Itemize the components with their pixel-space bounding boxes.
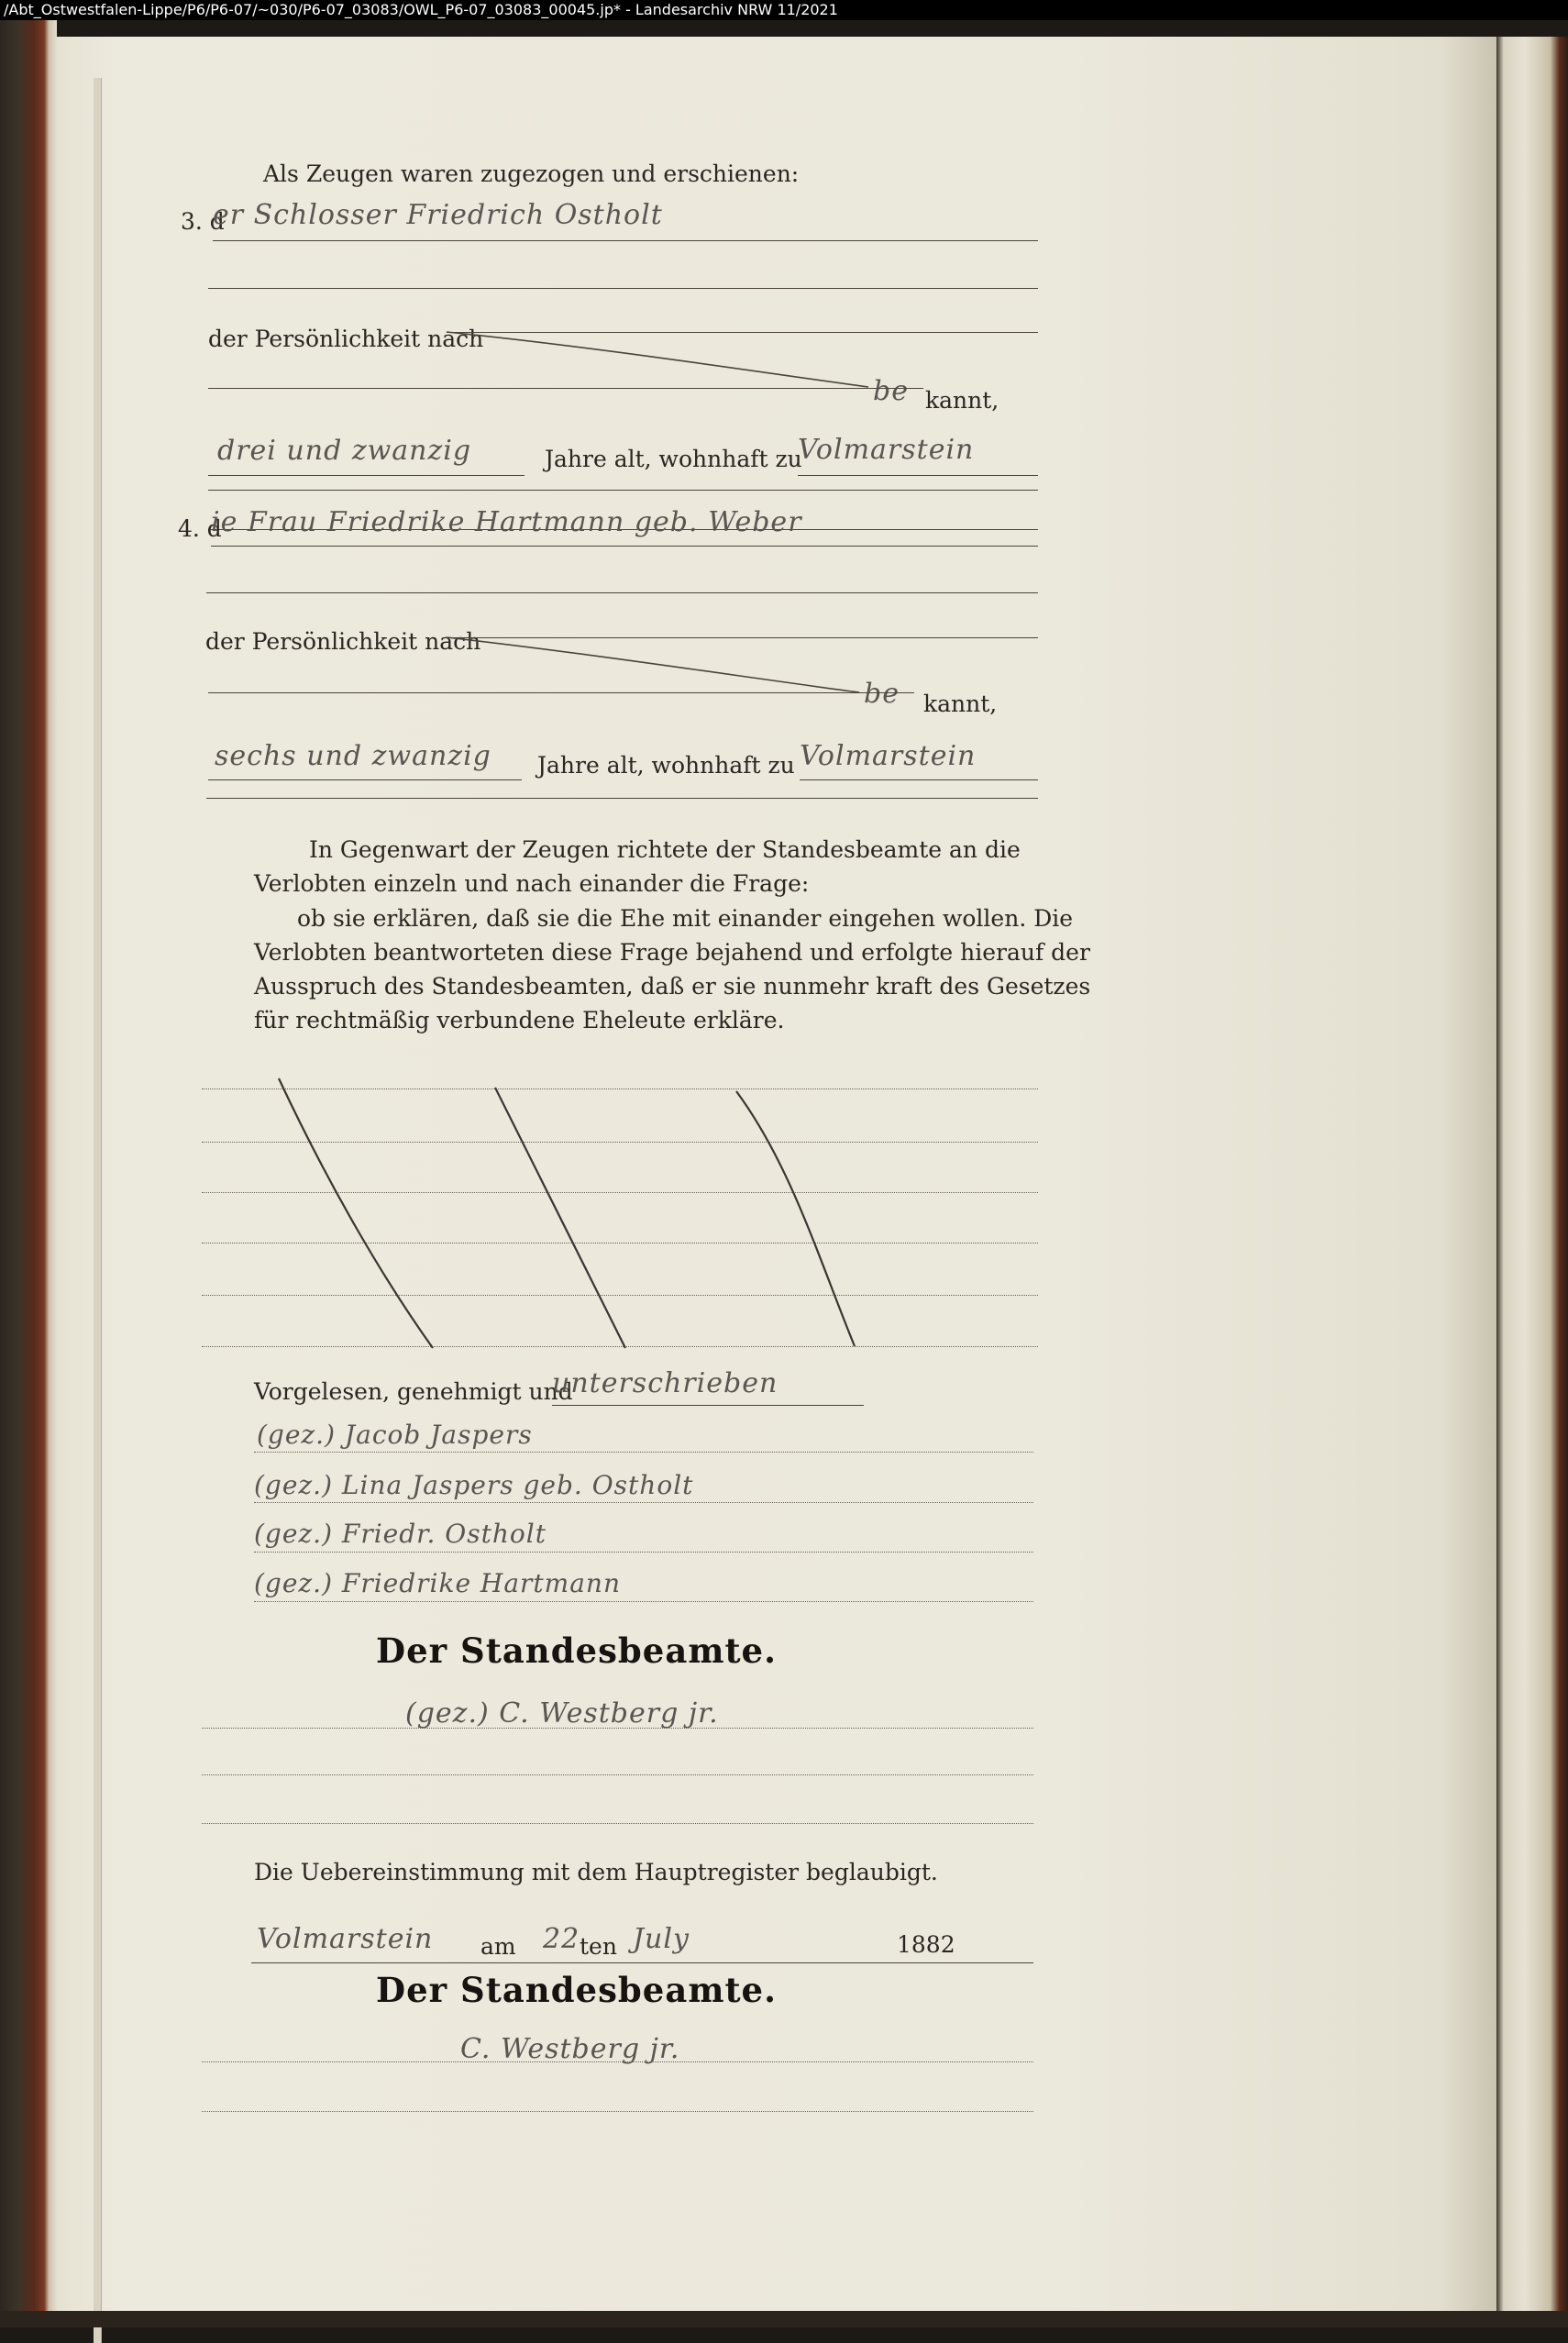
archive-path-bar: /Abt_Ostwestfalen-Lippe/P6/P6-07/~030/P6-07_03083/OWL_P6-07_03083_00045.jp* - Landesarchiv NRW 11/2021 xyxy=(0,0,1568,20)
witness3-age: drei und zwanzig xyxy=(217,435,472,467)
ceremony-line-6: für rechtmäßig verbundene Eheleute erkläre. xyxy=(254,1007,785,1033)
cert-am: am xyxy=(480,1933,516,1960)
registrar-signature-2: C. Westberg jr. xyxy=(460,2033,680,2065)
blank-rule xyxy=(202,2111,1033,2112)
blank-rule xyxy=(202,1774,1033,1775)
signature-rule xyxy=(254,1552,1033,1553)
witness4-personality-label: der Persönlichkeit nach xyxy=(205,628,481,655)
witness3-known-label: kannt, xyxy=(925,387,999,414)
cert-year: 1882 xyxy=(897,1931,955,1958)
cert-day: 22 xyxy=(543,1923,580,1955)
rule xyxy=(552,1405,864,1406)
registrar-signature: (gez.) C. Westberg jr. xyxy=(405,1697,719,1730)
witness4-known-label: kannt, xyxy=(923,691,998,717)
witness3-known-prefix: be xyxy=(873,375,909,407)
witness3-residence: Volmarstein xyxy=(798,434,975,466)
witness-heading: Als Zeugen waren zugezogen und erschienen: xyxy=(263,160,800,187)
signature-1: (gez.) Jacob Jaspers xyxy=(257,1420,533,1450)
blank-rule xyxy=(202,2061,1033,2062)
read-approved-hw: unterschrieben xyxy=(552,1367,778,1399)
pen-strike-marks xyxy=(57,37,1496,2315)
read-approved-label: Vorgelesen, genehmigt und xyxy=(254,1378,573,1405)
registrar-title: Der Standesbeamte. xyxy=(376,1630,777,1671)
registrar-title-2: Der Standesbeamte. xyxy=(376,1970,777,2010)
witness4-residence: Volmarstein xyxy=(800,740,977,772)
witness4-number: 4. d xyxy=(178,515,222,542)
witness4-known-prefix: be xyxy=(864,678,900,710)
certification-text: Die Uebereinstimmung mit dem Hauptregister beglaubigt. xyxy=(254,1859,938,1885)
blank-rule xyxy=(202,1823,1033,1824)
witness4-age-label: Jahre alt, wohnhaft zu xyxy=(537,752,795,779)
cert-rule xyxy=(251,1962,1033,1963)
signature-rule xyxy=(254,1452,1033,1453)
witness3-age-label: Jahre alt, wohnhaft zu xyxy=(545,446,802,472)
cert-place: Volmarstein xyxy=(257,1923,434,1955)
signature-2: (gez.) Lina Jaspers geb. Ostholt xyxy=(254,1470,694,1500)
ceremony-line-5: Ausspruch des Standesbeamten, daß er sie nunmehr kraft des Gesetzes xyxy=(254,973,1091,1000)
ceremony-line-4: Verlobten beantworteten diese Frage bejahend und erfolgte hierauf der xyxy=(254,939,1090,966)
witness3-name: er Schlosser Friedrich Ostholt xyxy=(213,199,663,231)
witness3-number: 3. d xyxy=(181,208,225,235)
signature-rule xyxy=(254,1601,1033,1602)
signature-3: (gez.) Friedr. Ostholt xyxy=(254,1519,547,1549)
witness4-age: sechs und zwanzig xyxy=(215,740,491,772)
witness4-name: ie Frau Friedrike Hartmann geb. Weber xyxy=(211,506,802,538)
bottom-shadow xyxy=(0,2311,1568,2327)
ceremony-line-3: ob sie erklären, daß sie die Ehe mit einander eingehen wollen. Die xyxy=(297,905,1074,932)
witness3-personality-label: der Persönlichkeit nach xyxy=(208,326,484,352)
book-binding-left xyxy=(0,20,57,2327)
ceremony-line-1: In Gegenwart der Zeugen richtete der Standesbeamte an die xyxy=(309,836,1021,863)
blank-rule xyxy=(202,1728,1033,1729)
signature-4: (gez.) Friedrike Hartmann xyxy=(254,1568,621,1598)
cert-month: July xyxy=(633,1923,690,1955)
cert-ten: ten xyxy=(580,1933,617,1960)
signature-rule xyxy=(254,1502,1033,1503)
book-edge-right xyxy=(1496,37,1568,2327)
ceremony-line-2: Verlobten einzeln und nach einander die Frage: xyxy=(254,870,810,897)
register-page xyxy=(57,37,1496,2315)
